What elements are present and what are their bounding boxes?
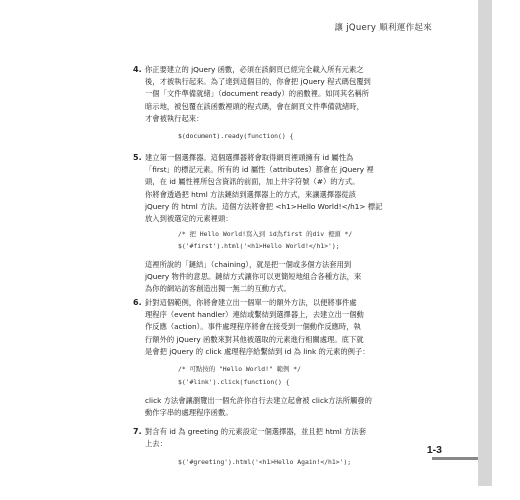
body-line: jQuery 物件的意思。鏈結方式讓你可以更簡短地組合各種方法，來 xyxy=(145,272,362,282)
body-line: 一個「文件準備就緒」（document ready）的函數裡。如同其名稱所 xyxy=(145,89,370,99)
body-line: 行額外的 jQuery 函數來對其他被選取的元素進行相關處理。底下就 xyxy=(145,334,364,344)
body-line: 這裡所說的「鏈結」（chaining），就是把一個或多個方法套用到 xyxy=(145,260,352,269)
body-line: 動作字串的處理程序函數。 xyxy=(145,408,233,418)
body-line: 你正要建立的 jQuery 函數，必須在該網頁已經完全載入所有元素之 xyxy=(145,65,364,74)
page-number: 1-3 xyxy=(426,444,442,456)
page-edge-bar xyxy=(478,0,492,486)
paragraph xyxy=(145,259,445,296)
body-line: 才會被執行起來： xyxy=(145,113,204,123)
code-comment: /* 可點按的 "Hello World!" 範例 */ xyxy=(178,365,301,373)
code-line: $('#greeting').html('<h1>Hello Again!</h1>'); xyxy=(178,458,352,466)
body-line: 是會把 jQuery 的 click 處理程序給繫結到 id 為 link 的元素的例子： xyxy=(145,346,370,356)
body-line: 為你的網站訪客創造出獨一無二的互動方式。 xyxy=(145,284,291,294)
body-line: 暗示地，被包覆在該函數裡頭的程式碼，會在網頁文件準備就緒時， xyxy=(145,101,364,111)
body-line: 作反應（action）。事件處理程序將會在接受到一個動作反應時，執 xyxy=(145,322,361,332)
page-number-rule xyxy=(432,457,478,460)
list-item-6 xyxy=(133,297,433,358)
item-number: 7. xyxy=(133,427,142,436)
code-line: $('#link').click(function() { xyxy=(178,378,290,386)
code-line: $('#first').html('<h1>Hello World!</h1>'); xyxy=(178,242,340,250)
body-line: click 方法會讓瀏覽出一個允許你自行去建立起會被 click方法所觸發的 xyxy=(145,396,372,405)
body-line: jQuery 的 html 方法。這個方法將會把 <h1>Hello World!</h1> 標記 xyxy=(145,201,383,211)
body-line: 頭，在 id 屬性裡所包含資訊的前面，加上井字符號（#）的方式。 xyxy=(145,177,360,187)
body-line: 「first」的標記元素。所有的 id 屬性（attributes）都會在 jQuery 裡 xyxy=(145,165,374,175)
list-item-7 xyxy=(133,426,433,450)
body-line: 對含有 id 為 greeting 的元素設定一個選擇器，並且把 html 方法套 xyxy=(145,427,367,436)
item-number: 6. xyxy=(133,298,142,307)
body-line: 你將會透過把 html 方法鏈結到選擇器上的方式，來讓選擇器從該 xyxy=(145,189,356,199)
list-item-4 xyxy=(133,64,433,125)
body-line: 針對這個範例，你將會建立出一個單一的額外方法，以便將事件處 xyxy=(145,298,357,307)
item-number: 4. xyxy=(133,65,142,74)
body-line: 理程序（event handler）連結或繫結到選擇器上，去建立出一個動 xyxy=(145,310,364,320)
list-item-5 xyxy=(133,152,433,225)
item-number: 5. xyxy=(133,153,142,162)
code-line: $(document).ready(function() { xyxy=(178,132,294,140)
running-header: 讓 jQuery 順利運作起來 xyxy=(334,23,432,33)
body-line: 建立第一個選擇器。這個選擇器將會取得網頁裡頭擁有 id 屬性為 xyxy=(145,153,354,162)
body-line: 放入到被選定的元素裡頭： xyxy=(145,214,233,224)
code-comment: /* 把 Hello World!寫入到 id為first 的div 裡頭 */ xyxy=(178,230,353,238)
body-line: 後，才被執行起來。為了達到這個目的，你會把 jQuery 程式碼包覆到 xyxy=(145,77,371,87)
body-line: 上去： xyxy=(145,439,167,449)
paragraph xyxy=(145,395,445,419)
